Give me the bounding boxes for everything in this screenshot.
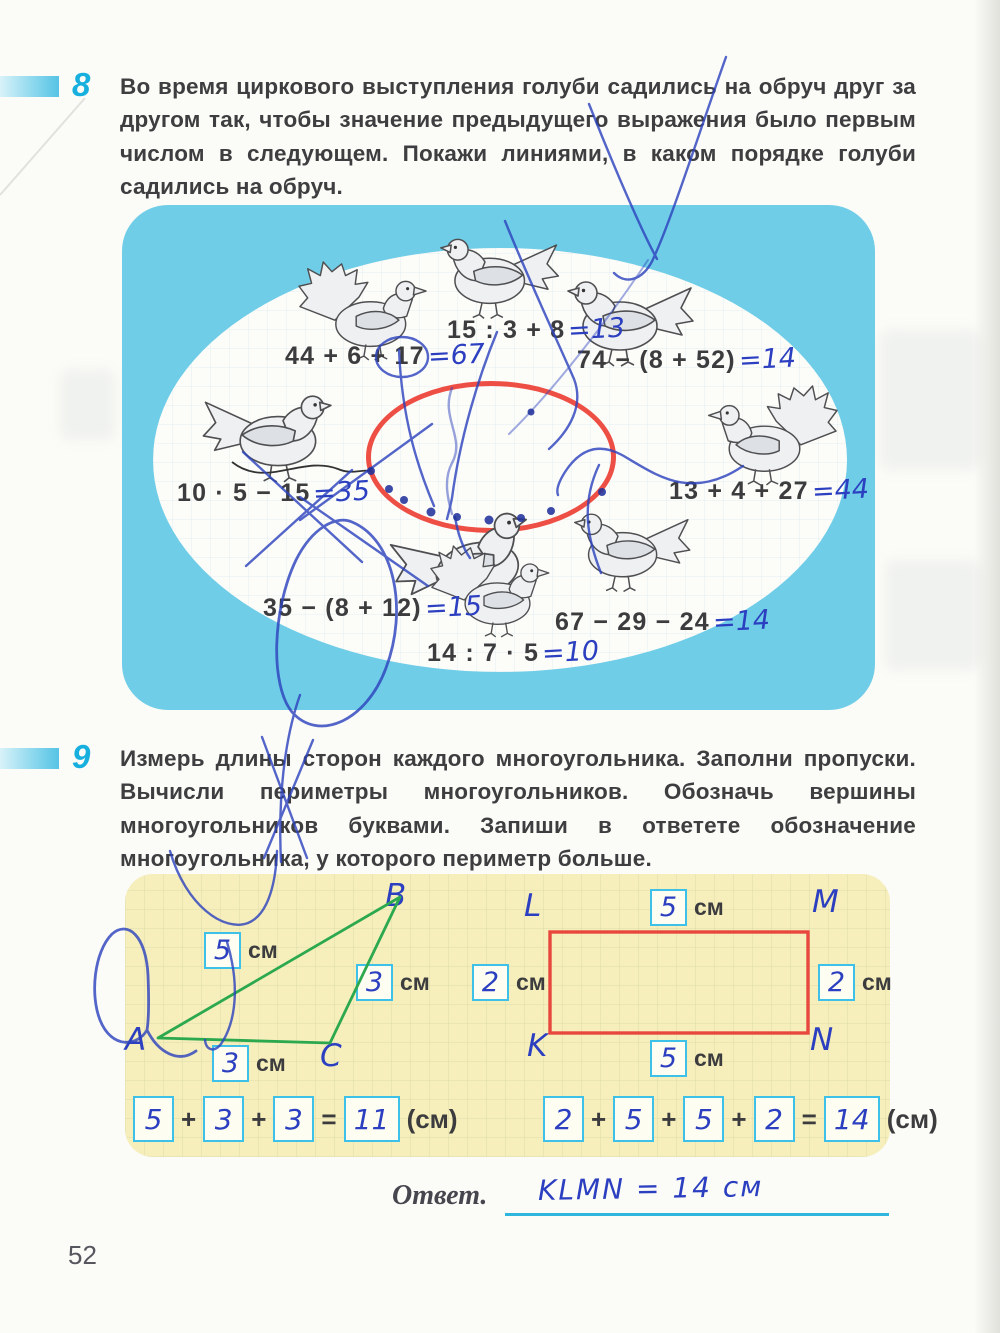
triangle-side-ac-label	[212, 1045, 286, 1082]
handwritten-answer: =14	[712, 604, 771, 639]
handwritten-answer: =10	[541, 635, 600, 670]
task9-text: Измерь длины сторон каждого многоугольника. Заполни пропуски. Вычисли периметры многоугольников. Обозначь вершины многоугольников буквами. Запиши в ответете обозначение многоугольника, у которого периметр больше.	[120, 746, 916, 872]
expression-printed: 67 − 29 − 24	[555, 608, 710, 636]
answer-box	[613, 1096, 654, 1142]
handwritten-value: 14	[833, 1102, 870, 1136]
answer-box	[683, 1096, 724, 1142]
answer-handwritten: KLMN = 14 см	[537, 1170, 764, 1207]
equals-sign: =	[801, 1103, 817, 1134]
expression-printed: 14 : 7 · 5	[427, 639, 540, 667]
handwritten-value: 2	[827, 967, 846, 998]
pigeon-bottomright	[575, 514, 690, 591]
bleedthrough-ghost	[885, 560, 980, 670]
rect-side-right-label	[818, 964, 892, 1001]
handwritten-answer: =13	[567, 312, 627, 347]
answer-box	[356, 964, 393, 1001]
answer-box	[754, 1096, 795, 1142]
pigeon-left	[203, 396, 331, 482]
answer-box	[203, 1096, 244, 1142]
page-number: 52	[68, 1240, 97, 1270]
task9-number-bar	[0, 748, 59, 769]
task8-number: 8	[72, 66, 91, 103]
vertex-b: B	[385, 878, 407, 914]
handwritten-value: 5	[144, 1102, 163, 1136]
expression-printed: 13 + 4 + 27	[669, 477, 809, 505]
answer-box	[818, 964, 855, 1001]
expression-printed: 74 − (8 + 52)	[577, 346, 736, 374]
rect-perimeter-sum	[543, 1096, 938, 1142]
pigeon-topcenter	[441, 239, 559, 318]
expression-e4	[177, 477, 370, 508]
vertex-c: C	[320, 1038, 342, 1074]
plus-sign: +	[181, 1103, 197, 1134]
handwritten-value: 3	[284, 1102, 303, 1136]
rect-side-left-label	[472, 964, 546, 1001]
answer-underline	[505, 1213, 889, 1216]
vertex-m: M	[812, 884, 839, 920]
answer-box	[650, 1040, 687, 1077]
vertex-k: K	[527, 1028, 548, 1064]
plus-sign: +	[661, 1103, 677, 1134]
expression-printed: 15 : 3 + 8	[447, 316, 566, 344]
vertex-a: A	[125, 1022, 147, 1058]
expression-printed: 10 · 5 − 15	[177, 479, 311, 507]
handwritten-answer: =35	[312, 475, 372, 510]
vertex-n: N	[810, 1022, 834, 1058]
plus-sign: +	[731, 1103, 747, 1134]
task8-number-bar	[0, 76, 59, 97]
answer-box	[472, 964, 509, 1001]
handwritten-value: 5	[659, 1043, 678, 1074]
answer-label: Ответ.	[392, 1180, 488, 1211]
expression-e3	[577, 344, 796, 375]
triangle-side-bc-label	[356, 964, 430, 1001]
unit-label: см	[256, 1050, 286, 1076]
plus-sign: +	[251, 1103, 267, 1134]
result-box	[824, 1096, 880, 1142]
pigeon-fantail-right	[709, 386, 837, 485]
expression-e6	[263, 592, 482, 623]
bleedthrough-ghost	[60, 370, 115, 440]
expression-printed: 35 − (8 + 12)	[263, 594, 422, 622]
handwritten-answer: =15	[423, 590, 483, 625]
unit-label: см	[694, 1045, 724, 1071]
handwritten-answer: =44	[810, 473, 870, 508]
answer-box	[650, 889, 687, 926]
answer-box	[133, 1096, 174, 1142]
handwritten-value: 3	[365, 967, 384, 998]
triangle-perimeter-sum	[133, 1096, 458, 1142]
handwritten-value: 2	[481, 967, 500, 998]
vertex-l: L	[524, 888, 542, 924]
expression-e7	[555, 606, 770, 637]
answer-box	[543, 1096, 584, 1142]
answer-box	[204, 932, 241, 969]
cm-suffix: (см)	[406, 1103, 458, 1134]
rect-side-bottom-label	[650, 1040, 724, 1077]
expression-e2	[447, 314, 625, 345]
answer-box	[273, 1096, 314, 1142]
triangle-side-ab-label	[204, 932, 278, 969]
unit-label: см	[400, 969, 430, 995]
cm-suffix: (см)	[886, 1103, 938, 1134]
scan-edge-shade	[974, 0, 1000, 1333]
unit-label: см	[248, 937, 278, 963]
handwritten-value: 5	[694, 1102, 713, 1136]
answer-box	[212, 1045, 249, 1082]
rect-side-top-label	[650, 889, 724, 926]
expression-printed: 44 + 6 + 17	[285, 342, 425, 370]
unit-label: см	[694, 894, 724, 920]
handwritten-value: 2	[765, 1102, 783, 1136]
handwritten-value: 5	[624, 1102, 643, 1136]
handwritten-value: 3	[221, 1048, 240, 1079]
plus-sign: +	[591, 1103, 607, 1134]
unit-label: см	[862, 969, 892, 995]
expression-e5	[669, 475, 869, 506]
bleedthrough-ghost	[880, 330, 980, 470]
equals-sign: =	[321, 1103, 337, 1134]
handwritten-answer: =14	[737, 342, 797, 377]
task8-text: Во время циркового выступления голуби садились на обруч друг за другом так, чтобы значение предыдущего выражения было первым числом в следующем. Покажи линиями, в каком порядке голуби садились на обруч.	[120, 74, 916, 200]
handwritten-value: 5	[659, 892, 678, 923]
unit-label: см	[516, 969, 546, 995]
result-box	[344, 1096, 400, 1142]
handwritten-value: 3	[214, 1102, 233, 1136]
handwritten-value: 11	[353, 1102, 390, 1136]
task9-number: 9	[72, 738, 91, 775]
expression-e8	[427, 637, 599, 668]
handwritten-value: 5	[213, 935, 232, 966]
handwritten-value: 2	[554, 1102, 573, 1136]
handwritten-answer: =67	[426, 338, 486, 373]
page-fold-line	[0, 98, 85, 195]
